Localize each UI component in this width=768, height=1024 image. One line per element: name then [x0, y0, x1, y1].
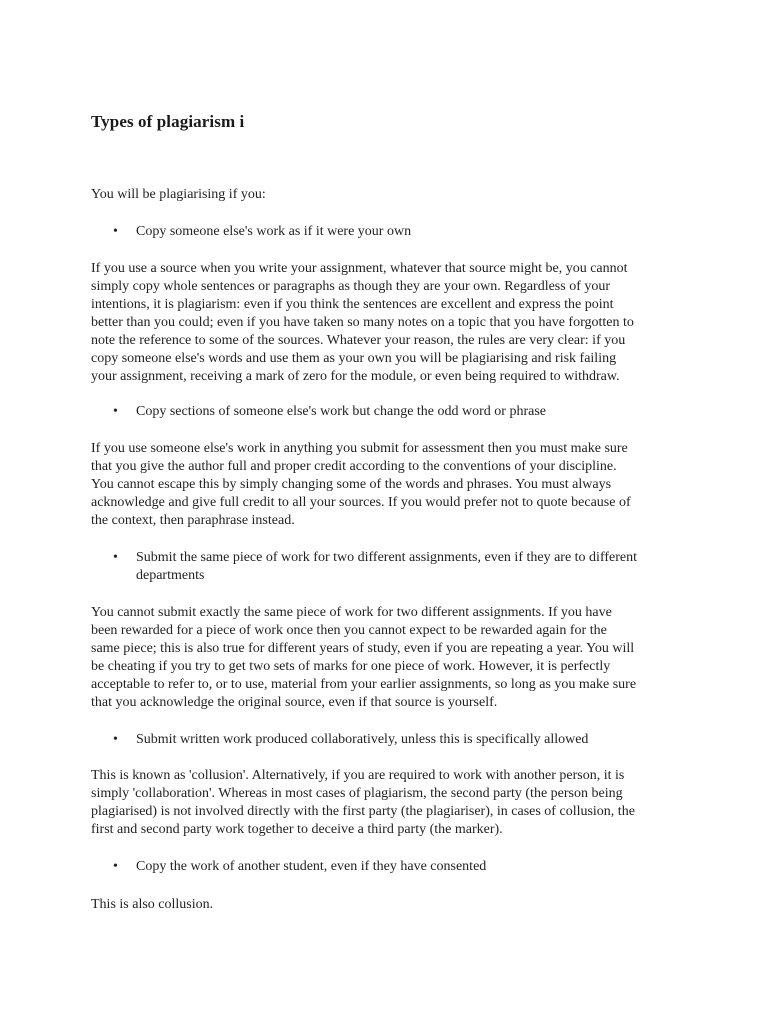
body-paragraph	[91, 440, 683, 530]
paragraph-line: This is also collusion.	[91, 897, 214, 912]
bullet-line: Submit written work produced collaboratively, unless this is specifically allowed	[136, 732, 589, 747]
bullet-text	[136, 223, 696, 241]
bullet-dot-icon: •	[113, 224, 118, 239]
paragraph-line: intentions, it is plagiarism: even if you think the sentences are excellent and express the point	[91, 297, 614, 312]
paragraph-line: This is known as 'collusion'. Alternatively, if you are required to work with another person, it is	[91, 768, 625, 783]
bullet-dot-icon: •	[113, 859, 118, 874]
bullet-line: Submit the same piece of work for two different assignments, even if they are to different	[136, 550, 637, 565]
paragraph-line: simply 'collaboration'. Whereas in most cases of plagiarism, the second party (the person being	[91, 786, 623, 801]
body-paragraph	[91, 896, 683, 914]
bullet-text	[136, 549, 696, 585]
paragraph-line: acceptable to refer to, or to use, material from your earlier assignments, so long as you make sure	[91, 677, 637, 692]
paragraph-line: note the reference to some of the sources. Whatever your reason, the rules are very clear: if you	[91, 333, 626, 348]
body-paragraph	[91, 767, 683, 839]
paragraph-line: If you use someone else's work in anything you submit for assessment then you must make sure	[91, 441, 628, 456]
bullet-line: Copy someone else's work as if it were your own	[136, 224, 412, 239]
paragraph-line: the context, then paraphrase instead.	[91, 513, 295, 528]
intro-text: You will be plagiarising if you:	[91, 187, 266, 202]
body-paragraph	[91, 604, 683, 712]
bullet-line: Copy sections of someone else's work but change the odd word or phrase	[136, 404, 546, 419]
paragraph-line: plagiarised) is not involved directly with the first party (the plagiariser), in cases of collusion, the	[91, 804, 635, 819]
paragraph-line: better than you could; even if you have taken so many notes on a topic that you have forgotten to	[91, 315, 634, 330]
paragraph-line: You cannot submit exactly the same piece of work for two different assignments. If you have	[91, 605, 612, 620]
bullet-line: Copy the work of another student, even if they have consented	[136, 859, 487, 874]
paragraph-line: that you give the author full and proper credit according to the conventions of your discipline.	[91, 459, 617, 474]
paragraph-line: acknowledge and give full credit to all your sources. If you would prefer not to quote because of	[91, 495, 631, 510]
bullet-dot-icon: •	[113, 404, 118, 419]
bullet-dot-icon: •	[113, 550, 118, 565]
paragraph-line: same piece; this is also true for different years of study, even if you are repeating a year. You will	[91, 641, 635, 656]
bullet-line: departments	[136, 568, 205, 583]
document-title: Types of plagiarism i	[91, 112, 245, 131]
bullet-dot-icon: •	[113, 732, 118, 747]
paragraph-line: your assignment, receiving a mark of zero for the module, or even being required to withdraw.	[91, 369, 620, 384]
paragraph-line: been rewarded for a piece of work once then you cannot expect to be rewarded again for the	[91, 623, 607, 638]
paragraph-line: that you acknowledge the original source, even if that source is yourself.	[91, 695, 498, 710]
paragraph-line: simply copy whole sentences or paragraphs as though they are your own. Regardless of your	[91, 279, 611, 294]
body-paragraph	[91, 260, 683, 386]
paragraph-line: If you use a source when you write your assignment, whatever that source might be, you cannot	[91, 261, 628, 276]
bullet-text	[136, 858, 696, 876]
bullet-text	[136, 403, 696, 421]
bullet-text	[136, 731, 696, 749]
paragraph-line: You cannot escape this by simply changing some of the words and phrases. You must always	[91, 477, 612, 492]
paragraph-line: copy someone else's words and use them as your own you will be plagiarising and risk failing	[91, 351, 617, 366]
paragraph-line: first and second party work together to deceive a third party (the marker).	[91, 822, 503, 837]
paragraph-line: be cheating if you try to get two sets of marks for one piece of work. However, it is perfectly	[91, 659, 611, 674]
